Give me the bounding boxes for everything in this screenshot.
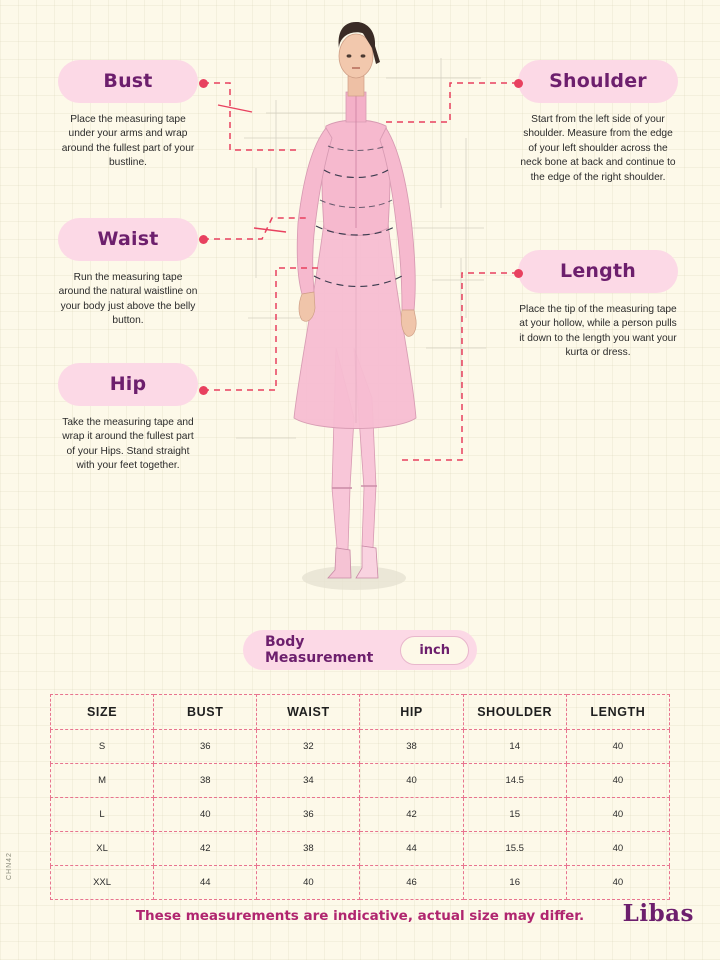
cell-shoulder: 14 <box>463 730 566 764</box>
connector-dot-length <box>514 269 523 278</box>
callout-waist <box>58 218 198 329</box>
cell-length: 40 <box>566 866 669 900</box>
callout-title-bust: Bust <box>58 60 198 103</box>
cell-bust: 40 <box>154 798 257 832</box>
cell-length: 40 <box>566 832 669 866</box>
cell-shoulder: 15 <box>463 798 566 832</box>
table-row <box>51 764 670 798</box>
cell-hip: 44 <box>360 832 463 866</box>
cell-waist: 32 <box>257 730 360 764</box>
model-illustration <box>236 18 486 598</box>
size-chart <box>50 694 670 900</box>
cell-shoulder: 15.5 <box>463 832 566 866</box>
cell-hip: 40 <box>360 764 463 798</box>
table-row <box>51 798 670 832</box>
table-header-waist: WAIST <box>257 695 360 730</box>
connector-dot-shoulder <box>514 79 523 88</box>
cell-waist: 34 <box>257 764 360 798</box>
disclaimer-text: These measurements are indicative, actual size may differ. <box>135 908 585 924</box>
callout-desc-hip: Take the measuring tape and wrap it around the fullest part of your Hips. Stand straight with your feet together. <box>62 417 194 472</box>
cell-waist: 36 <box>257 798 360 832</box>
unit-toggle[interactable]: inch <box>400 636 469 665</box>
cell-waist: 38 <box>257 832 360 866</box>
table-header-row <box>51 695 670 730</box>
connector-dot-waist <box>199 235 208 244</box>
connector-dot-bust <box>199 79 208 88</box>
body-measurement-label: Body Measurement <box>265 634 374 666</box>
callout-desc-bust: Place the measuring tape under your arms and wrap around the fullest part of your bustline. <box>61 114 195 169</box>
cell-hip: 38 <box>360 730 463 764</box>
brand-logo: Libas <box>622 900 694 927</box>
cell-size: S <box>51 730 154 764</box>
side-code-text: CHN42 <box>6 852 13 880</box>
callout-hip <box>58 363 198 474</box>
table-row <box>51 866 670 900</box>
cell-length: 40 <box>566 730 669 764</box>
cell-shoulder: 16 <box>463 866 566 900</box>
table-header-size: SIZE <box>51 695 154 730</box>
table-row <box>51 832 670 866</box>
callout-title-hip: Hip <box>58 363 198 406</box>
callout-desc-shoulder: Start from the left side of your shoulder. Measure from the edge of your left shoulder across the neck bone at back and continue to the edge of the right shoulder. <box>520 114 676 183</box>
cell-bust: 42 <box>154 832 257 866</box>
callout-shoulder <box>518 60 678 185</box>
table-row <box>51 730 670 764</box>
callout-bust <box>58 60 198 171</box>
table-header-shoulder: SHOULDER <box>463 695 566 730</box>
connector-dot-hip <box>199 386 208 395</box>
cell-bust: 38 <box>154 764 257 798</box>
table-header-bust: BUST <box>154 695 257 730</box>
table-header-hip: HIP <box>360 695 463 730</box>
cell-bust: 36 <box>154 730 257 764</box>
body-measurement-bar <box>243 630 477 670</box>
cell-size: M <box>51 764 154 798</box>
cell-shoulder: 14.5 <box>463 764 566 798</box>
size-table <box>50 694 670 900</box>
callout-title-waist: Waist <box>58 218 198 261</box>
cell-size: XXL <box>51 866 154 900</box>
callout-title-shoulder: Shoulder <box>518 60 678 103</box>
cell-length: 40 <box>566 764 669 798</box>
callout-desc-length: Place the tip of the measuring tape at your hollow, while a person pulls it down to the length you want your kurta or dress. <box>519 304 677 359</box>
callout-length <box>518 250 678 361</box>
cell-length: 40 <box>566 798 669 832</box>
cell-size: L <box>51 798 154 832</box>
cell-waist: 40 <box>257 866 360 900</box>
cell-hip: 46 <box>360 866 463 900</box>
cell-size: XL <box>51 832 154 866</box>
cell-bust: 44 <box>154 866 257 900</box>
cell-hip: 42 <box>360 798 463 832</box>
callout-title-length: Length <box>518 250 678 293</box>
table-header-length: LENGTH <box>566 695 669 730</box>
callout-desc-waist: Run the measuring tape around the natural waistline on your body just above the belly button. <box>58 272 198 327</box>
